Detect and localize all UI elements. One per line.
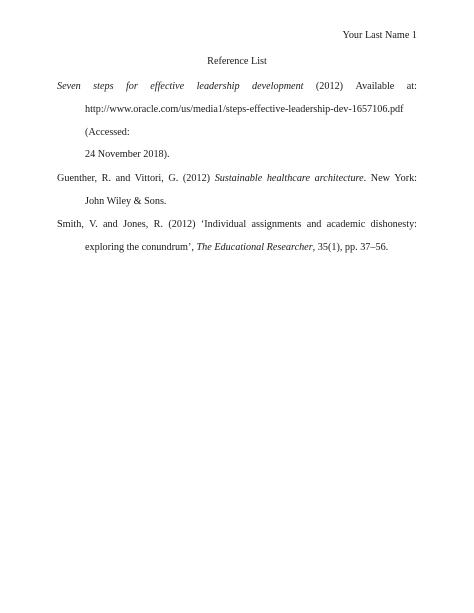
reference-accessed-date: 24 November 2018). bbox=[85, 149, 170, 161]
reference-authors: Guenther, R. and Vittori, G. (2012) bbox=[57, 172, 215, 184]
reference-continuation bbox=[57, 99, 417, 167]
reference-title-word: for bbox=[125, 81, 138, 92]
reference-details: , 35(1), pp. 37–56. bbox=[312, 241, 389, 253]
reference-available: Available bbox=[355, 81, 395, 92]
reference-title-word: leadership bbox=[196, 81, 240, 92]
reference-title-word: steps bbox=[93, 81, 114, 92]
running-head: Your Last Name 1 bbox=[342, 30, 417, 41]
reference-list bbox=[57, 76, 417, 260]
reference-accessed: (Accessed: bbox=[85, 126, 130, 138]
reference-entry bbox=[57, 214, 417, 260]
reference-title-word: development bbox=[252, 81, 304, 92]
reference-entry bbox=[57, 168, 417, 214]
reference-at: at: bbox=[406, 81, 417, 92]
reference-title-word: Seven bbox=[57, 81, 81, 92]
reference-publisher: . New York: John Wiley & Sons. bbox=[85, 172, 418, 207]
page-title: Reference List bbox=[207, 56, 267, 67]
reference-year: (2012) bbox=[315, 81, 344, 92]
reference-journal: The Educational Researcher bbox=[196, 241, 313, 253]
reference-entry bbox=[57, 76, 417, 167]
reference-title-word: effective bbox=[150, 81, 185, 92]
reference-book-title: Sustainable healthcare architecture bbox=[214, 172, 364, 184]
reference-line bbox=[57, 76, 417, 99]
reference-url[interactable]: http://www.oracle.com/us/media1/steps-effective-leadership-dev-1657106.pdf bbox=[85, 103, 404, 115]
reference-authors: Smith, V. and Jones, R. (2012) ‘Individual assignments and academic dishonesty: exploring the conundrum’, bbox=[57, 218, 417, 253]
